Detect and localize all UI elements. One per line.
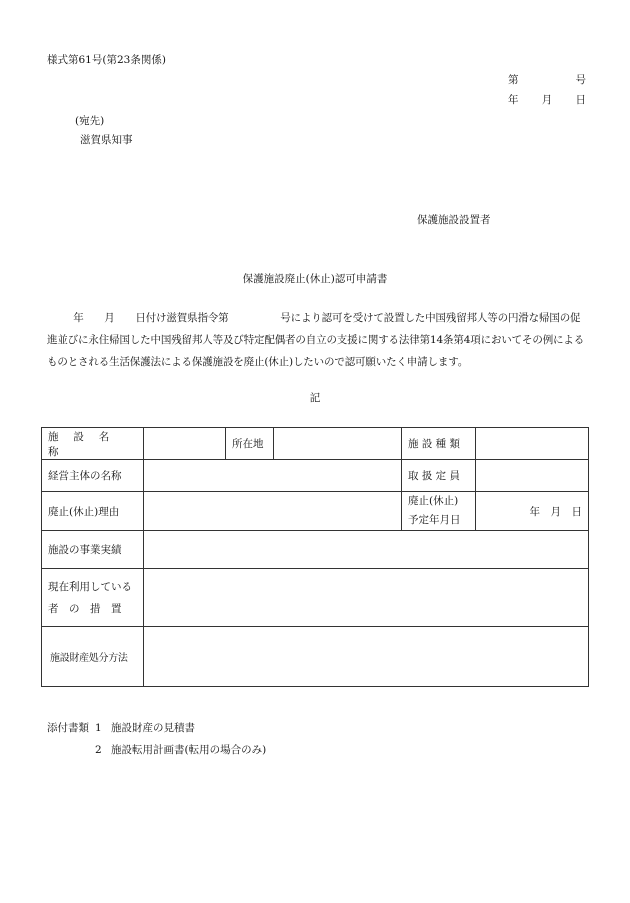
facility-name-label: 施 設 名 称 xyxy=(42,428,144,460)
facility-type-value[interactable] xyxy=(476,428,589,460)
facility-name-value[interactable] xyxy=(144,428,226,460)
scheduled-date-value[interactable]: 年 月 日 xyxy=(476,492,589,531)
current-users-label: 現在利用している 者 の 措 置 xyxy=(42,569,144,627)
operator-name-value[interactable] xyxy=(144,460,402,492)
table-row xyxy=(42,492,589,531)
operator-name-label: 経営主体の名称 xyxy=(42,460,144,492)
list-item xyxy=(47,717,266,739)
attachment-no: 2 xyxy=(95,744,102,756)
doc-no-suffix: 号 xyxy=(575,74,586,86)
property-disposal-label: 施設財産処分方法 xyxy=(42,627,144,687)
date-year: 年 xyxy=(508,94,519,106)
attachment-text: 施設転用計画書(転用の場合のみ) xyxy=(111,744,267,756)
table-row xyxy=(42,569,589,627)
date-month: 月 xyxy=(541,94,553,106)
document-title: 保護施設廃止(休止)認可申請書 xyxy=(242,273,388,285)
attachment-text: 施設財産の見積書 xyxy=(111,722,195,734)
document-number xyxy=(508,72,586,87)
reason-label: 廃止(休止)理由 xyxy=(42,492,144,531)
addressee-label: (宛先) xyxy=(75,115,105,127)
attachments-label: 添付書類 xyxy=(47,722,89,734)
table-row xyxy=(42,460,589,492)
date-day: 日 xyxy=(575,94,586,106)
capacity-label: 取 扱 定 員 xyxy=(402,460,476,492)
body-text-1: 年 月 日付け滋賀県指令第 号により認可を受けて設置した中国残留邦人等の円滑な帰国の促進並びに永住帰国した中国残留邦人等及び特定配偶者の自立の支援に関する法律第14条第4項においてその例によるものとされる生活保護法による保護施設を廃止(休止)したいので認可願いたく申請します。 xyxy=(47,312,585,368)
scheduled-date-label: 廃止(休止) 予定年月日 xyxy=(402,492,476,531)
property-disposal-value[interactable] xyxy=(144,627,589,687)
form-number: 様式第61号(第23条関係) xyxy=(47,54,166,66)
location-value[interactable] xyxy=(274,428,402,460)
ki-heading: 記 xyxy=(309,392,321,404)
reason-value[interactable] xyxy=(144,492,402,531)
document-date xyxy=(508,92,586,107)
addressee: 滋賀県知事 xyxy=(80,134,133,146)
facility-type-label: 施 設 種 類 xyxy=(402,428,476,460)
doc-no-prefix: 第 xyxy=(508,74,519,86)
location-label: 所在地 xyxy=(226,428,274,460)
table-row xyxy=(42,627,589,687)
applicant-label: 保護施設設置者 xyxy=(417,214,491,226)
current-users-value[interactable] xyxy=(144,569,589,627)
business-record-value[interactable] xyxy=(144,531,589,569)
business-record-label: 施設の事業実績 xyxy=(42,531,144,569)
facility-info-table xyxy=(41,427,589,687)
attachments xyxy=(47,717,266,761)
attachment-no: 1 xyxy=(95,722,102,734)
attachment-indent xyxy=(47,739,95,761)
list-item xyxy=(47,739,266,761)
capacity-value[interactable] xyxy=(476,460,589,492)
table-row xyxy=(42,531,589,569)
table-row xyxy=(42,428,589,460)
body-paragraph xyxy=(47,307,589,373)
